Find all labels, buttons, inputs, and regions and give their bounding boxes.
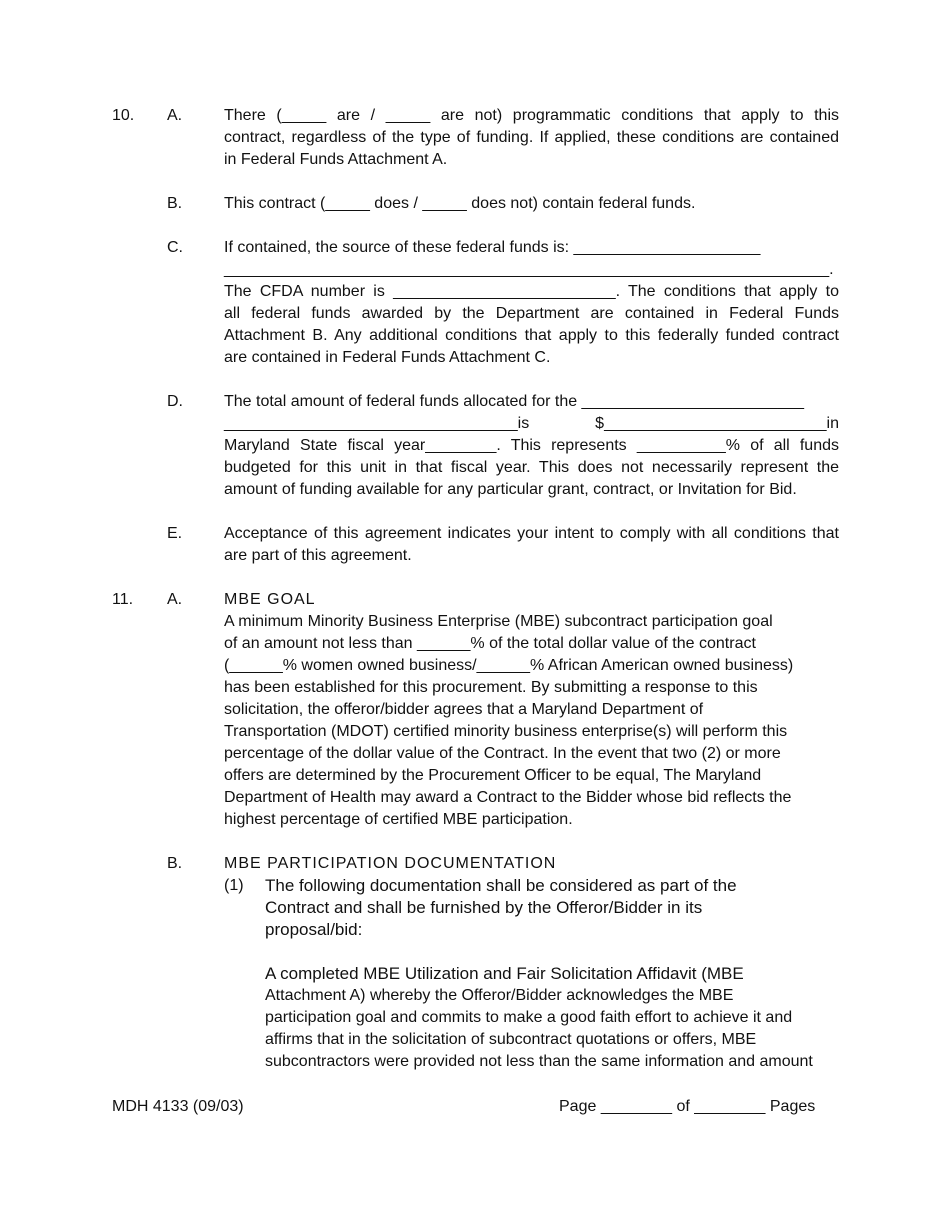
text-line: If contained, the source of these federal funds is: _____________________ <box>224 239 761 256</box>
section-10-number: 10. <box>112 107 135 124</box>
text-line: of an amount not less than ______% of the total dollar value of the contract <box>224 635 756 652</box>
text-line: participation goal and commits to make a good faith effort to achieve it and <box>265 1009 793 1026</box>
text-line: _________________________________is $_________________________in <box>224 415 839 432</box>
spacer <box>265 941 840 963</box>
text-line: (______% women owned business/______% African American owned business) <box>224 657 794 674</box>
item-10c-letter: C. <box>167 239 183 256</box>
section-11-number: 11. <box>112 591 134 608</box>
text-line: Acceptance of this agreement indicates your intent to comply with all conditions that <box>224 525 839 542</box>
text-line: Attachment A) whereby the Offeror/Bidder acknowledges the MBE <box>265 987 734 1004</box>
item-10b-text <box>224 193 839 215</box>
text-line: budgeted for this unit in that fiscal year. This does not necessarily represent the <box>224 459 839 476</box>
item-10b-letter: B. <box>167 195 183 212</box>
text-line: Contract and shall be furnished by the Offeror/Bidder in its <box>265 898 703 917</box>
text-line: in Federal Funds Attachment A. <box>224 151 448 168</box>
item-10c-text <box>224 237 839 369</box>
text-line: There (_____ are / _____ are not) programmatic conditions that apply to this <box>224 107 839 124</box>
text-line: offers are determined by the Procurement Officer to be equal, The Maryland <box>224 767 762 784</box>
page-number-label: Page ________ of ________ Pages <box>559 1098 816 1115</box>
item-11b-letter: B. <box>167 855 183 872</box>
text-line: The total amount of federal funds allocated for the _________________________ <box>224 393 805 410</box>
item-11b1-number: (1) <box>224 877 244 894</box>
item-10e-letter: E. <box>167 525 183 542</box>
item-11a-letter: A. <box>167 591 183 608</box>
text-line: The following documentation shall be considered as part of the <box>265 876 737 895</box>
text-line: ____________________________________________________________________. <box>224 261 834 278</box>
item-10d-letter: D. <box>167 393 183 410</box>
text-line: proposal/bid: <box>265 920 363 939</box>
mbe-goal-heading: MBE GOAL <box>224 591 316 608</box>
text-line: Attachment B. Any additional conditions that apply to this federally funded contract <box>224 327 839 344</box>
text-line: amount of funding available for any particular grant, contract, or Invitation for Bid. <box>224 481 797 498</box>
text-line: has been established for this procurement. By submitting a response to this <box>224 679 758 696</box>
text-line: Transportation (MDOT) certified minority business enterprise(s) will perform this <box>224 723 788 740</box>
text-line: all federal funds awarded by the Department are contained in Federal Funds <box>224 305 839 322</box>
mbe-documentation-heading: MBE PARTICIPATION DOCUMENTATION <box>224 855 557 872</box>
text-line: highest percentage of certified MBE participation. <box>224 811 573 828</box>
item-10a-text <box>224 105 839 171</box>
item-10a-letter: A. <box>167 107 183 124</box>
text-line: Maryland State fiscal year________. This represents __________% of all funds <box>224 437 839 454</box>
text-line: The CFDA number is _________________________. The conditions that apply to <box>224 283 839 300</box>
text-line: A minimum Minority Business Enterprise (MBE) subcontract participation goal <box>224 613 773 630</box>
item-10d-text <box>224 391 839 501</box>
item-11b1-text <box>265 875 840 1073</box>
form-id: MDH 4133 (09/03) <box>112 1098 244 1115</box>
text-line: percentage of the dollar value of the Contract. In the event that two (2) or more <box>224 745 781 762</box>
item-10e-text <box>224 523 839 567</box>
text-line: subcontractors were provided not less than the same information and amount <box>265 1053 813 1070</box>
item-11a-text <box>224 589 839 831</box>
text-line: This contract (_____ does / _____ does not) contain federal funds. <box>224 195 696 212</box>
text-line: are contained in Federal Funds Attachment C. <box>224 349 551 366</box>
text-line: solicitation, the offeror/bidder agrees that a Maryland Department of <box>224 701 704 718</box>
text-line: affirms that in the solicitation of subcontract quotations or offers, MBE <box>265 1031 757 1048</box>
item-11b-heading-wrap <box>224 853 839 875</box>
text-line: are part of this agreement. <box>224 547 412 564</box>
text-line: contract, regardless of the type of funding. If applied, these conditions are contained <box>224 129 839 146</box>
text-line: A completed MBE Utilization and Fair Solicitation Affidavit (MBE <box>265 964 744 983</box>
text-line: Department of Health may award a Contract to the Bidder whose bid reflects the <box>224 789 792 806</box>
